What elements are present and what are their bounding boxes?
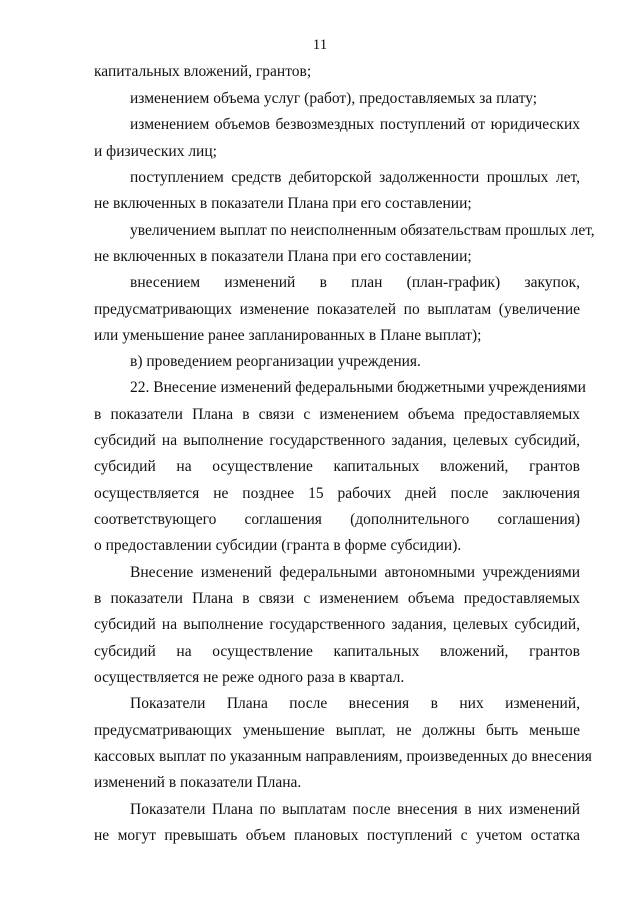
text-line: изменений в показатели Плана.	[94, 774, 302, 791]
text-line: осуществляется не реже одного раза в квартал.	[94, 669, 405, 686]
text-line: субсидий на выполнение государственного задания, целевых субсидий,	[94, 432, 580, 449]
text-line: соответствующего соглашения (дополнительного соглашения)	[94, 511, 580, 528]
text-line: субсидий на выполнение государственного задания, целевых субсидий,	[94, 616, 580, 633]
text-line: внесением изменений в план (план-график) закупок,	[130, 274, 580, 291]
text-line: и физических лиц;	[94, 143, 217, 160]
text-line: или уменьшение ранее запланированных в Плане выплат);	[94, 327, 482, 344]
text-line: Показатели Плана после внесения в них изменений,	[130, 695, 580, 712]
text-line: осуществляется не позднее 15 рабочих дней после заключения	[94, 485, 580, 502]
text-line: увеличением выплат по неисполненным обязательствам прошлых лет,	[130, 222, 595, 239]
text-line: капитальных вложений, грантов;	[94, 63, 312, 80]
text-line: кассовых выплат по указанным направлениям, произведенных до внесения	[94, 748, 592, 765]
text-line: предусматривающих изменение показателей по выплатам (увеличение	[94, 301, 580, 318]
text-line: в показатели Плана в связи с изменением объема предоставляемых	[94, 406, 580, 423]
text-line: не включенных в показатели Плана при его составлении;	[94, 248, 472, 265]
text-line: о предоставлении субсидии (гранта в форме субсидии).	[94, 537, 462, 554]
text-line: субсидий на осуществление капитальных вложений, грантов	[94, 458, 580, 475]
text-line: изменением объемов безвозмездных поступлений от юридических	[130, 116, 580, 133]
text-line: 22. Внесение изменений федеральными бюджетными учреждениями	[130, 379, 586, 396]
text-line: изменением объема услуг (работ), предоставляемых за плату;	[130, 90, 538, 107]
text-line: не могут превышать объем плановых поступлений с учетом остатка	[94, 827, 580, 844]
text-line: Показатели Плана по выплатам после внесения в них изменений	[130, 801, 580, 818]
page-number: 11	[312, 37, 328, 53]
text-line: поступлением средств дебиторской задолженности прошлых лет,	[130, 169, 580, 186]
text-line: не включенных в показатели Плана при его составлении;	[94, 195, 472, 212]
text-line: предусматривающих уменьшение выплат, не должны быть меньше	[94, 722, 580, 739]
text-line: в показатели Плана в связи с изменением объема предоставляемых	[94, 590, 580, 607]
text-line: субсидий на осуществление капитальных вложений, грантов	[94, 643, 580, 660]
text-line: Внесение изменений федеральными автономными учреждениями	[130, 564, 580, 581]
text-line: в) проведением реорганизации учреждения.	[130, 353, 421, 370]
